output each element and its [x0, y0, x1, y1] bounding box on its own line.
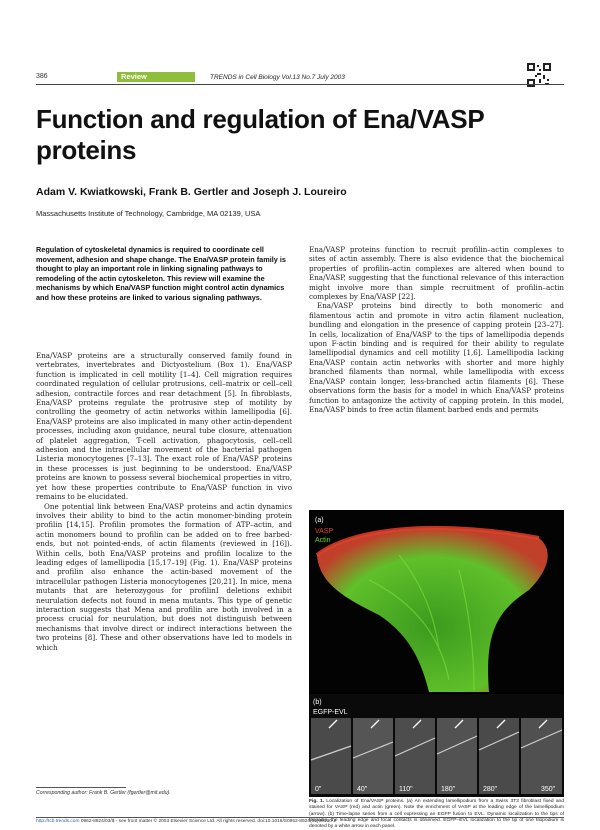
abstract: Regulation of cytoskeletal dynamics is required to coordinate cell movement, adhesion and shape change. The Ena/VASP protein family is thought to play an important role in linking signaling pathways to remodeling of the actin cytoskeleton. This review will examine the mechanisms by which Ena/VASP function might control actin dynamics and how these proteins are linked to various signaling pathways.: [36, 245, 286, 302]
time-label: 280": [483, 786, 498, 793]
authors: Adam V. Kwiatkowski, Frank B. Gertler and Joseph J. Loureiro: [36, 186, 347, 198]
time-label: 0": [315, 786, 322, 793]
panel-b-label: (b): [313, 699, 322, 706]
legend-vasp: VASP: [315, 528, 334, 535]
caption-label: Fig. 1.: [309, 799, 325, 804]
paragraph: Ena/VASP proteins function to recruit profilin–actin complexes to sites of actin assembly. There is also evidence that the biochemical properties of profilin–actin complexes are altered when bound to Ena/VASP, suggesting that the functional relevance of this interaction might involve more than simple recruitment of profilin–actin complexes by Ena/VASP [22].: [309, 245, 564, 302]
left-column: [36, 351, 292, 652]
paragraph: Ena/VASP proteins bind directly to both monomeric and filamentous actin and promote in vitro actin filament nucleation, bundling and elongation in the presence of capping protein [23–27]. In cells, localization of Ena/VASP to the tips of lamellipodia depends upon F-actin binding and is required for their ability to regulate lamellipodial dynamics and cell motility [1,6]. Lamellipodia lacking Ena/VASP contain actin networks with shorter and more highly branched filaments than normal, while lamellipodia with excess Ena/VASP contain longer, less-branched actin filaments [6]. These observations form the basis for a model in which Ena/VASP proteins function to antagonize the activity of capping protein. In this model, Ena/VASP binds to free actin filament barbed ends and permits: [309, 301, 564, 414]
time-label: 180": [441, 786, 456, 793]
time-label: 40": [357, 786, 368, 793]
header-rule: [36, 84, 564, 85]
journal-link[interactable]: http://tcb.trends.com: [36, 819, 80, 824]
article-title: Function and regulation of Ena/VASP proteins: [36, 104, 484, 165]
legend-actin: Actin: [315, 537, 331, 544]
page-number: 386: [36, 73, 48, 80]
time-label: 350": [541, 786, 556, 793]
time-label: 110": [399, 786, 413, 793]
paragraph: Ena/VASP proteins are a structurally conserved family found in vertebrates, invertebrates and Dictyostelium (Box 1). Ena/VASP function is implicated in cell motility [1–4]. Cell migration requires coordinated regulation of cellular protrusions, cell–matrix or cell–cell adhesion, contractile forces and rear detachment [5]. In fibroblasts, Ena/VASP proteins regulate the protrusive step of motility by controlling the geometry of actin networks within lamellipodia [6]. Ena/VASP proteins are also implicated in many other actin-dependent processes, including axon guidance, neural tube closure, attenuation of platelet aggregation, T-cell activation, phagocytosis, cell–cell adhesion and the intracellular movement of the bacterial pathogen Listeria monocytogenes [7–13]. The exact role of Ena/VASP proteins in these processes is just beginning to be understood. Ena/VASP proteins are known to possess several biochemical properties in vitro, yet how these properties contribute to Ena/VASP function in vivo remains to be elucidated.: [36, 351, 292, 502]
section-label: Review: [121, 72, 147, 81]
figure-image: [309, 510, 564, 797]
footnote-rule: [36, 787, 126, 788]
paragraph: One potential link between Ena/VASP proteins and actin dynamics involves their ability to bind to the actin monomer-binding protein profilin [14,15]. Profilin promotes the formation of ATP–actin, and actin monomers bound to profilin can be added on to free barbed-ends, but not pointed-ends, of actin filaments (reviewed in [16]). Within cells, both Ena/VASP proteins and profilin localize to the leading edges of lamellipodia [15,17–19] (Fig. 1). Ena/VASP proteins and profilin also enhance the actin-based movement of the intracellular pathogen Listeria monocytogenes [20,21]. In mice, mena mutants that are heterozygous for profilinI deletions exhibit neurulation defects not found in mena mutants. This type of genetic interaction suggests that Mena and profilin are both involved in a process crucial for neurulation, but does not distinguish between mechanisms that involve direct or indirect interactions between the two proteins [8]. These and other observations have led to models in which: [36, 501, 292, 652]
affiliation: Massachusetts Institute of Technology, Cambridge, MA 02139, USA: [36, 209, 261, 218]
caption-text: Localization of Ena/VASP proteins. (a) An extending lamellipodium from a Swiss 3T3 fibroblast fixed and stained for VASP (red) and actin (green). Note the enrichment of VASP at the leading edge of the lamellipodium (arrow). (b) Time-lapse series from a cell expressing an EGFP fusion to EVL. Dynamic localization to the tips of filopodia, the leading edge and focal contacts is observed. EGFP–EVL localization to the tip of one filopodium is denoted by a white arrow in each panel.: [309, 799, 564, 830]
panel-a-label: (a): [315, 517, 324, 524]
figure-1: [309, 510, 564, 797]
footer-text: 0962-8924/03/$ - see front matter © 2003 Elsevier Science Ltd. All rights reserved. doi:10.1016/S0962-8924(03)00130-2: [80, 819, 337, 824]
panel-b-title: EGFP-EVL: [313, 709, 348, 716]
journal-info: TRENDS in Cell Biology Vol.13 No.7 July 2003: [210, 74, 345, 81]
right-column: [309, 245, 564, 414]
footer-rule: [36, 817, 564, 818]
figure-caption: [309, 799, 564, 830]
corresponding-author: Corresponding author: Frank B. Gertler (fgertler@mit.edu).: [36, 790, 171, 796]
footer: [36, 819, 336, 824]
